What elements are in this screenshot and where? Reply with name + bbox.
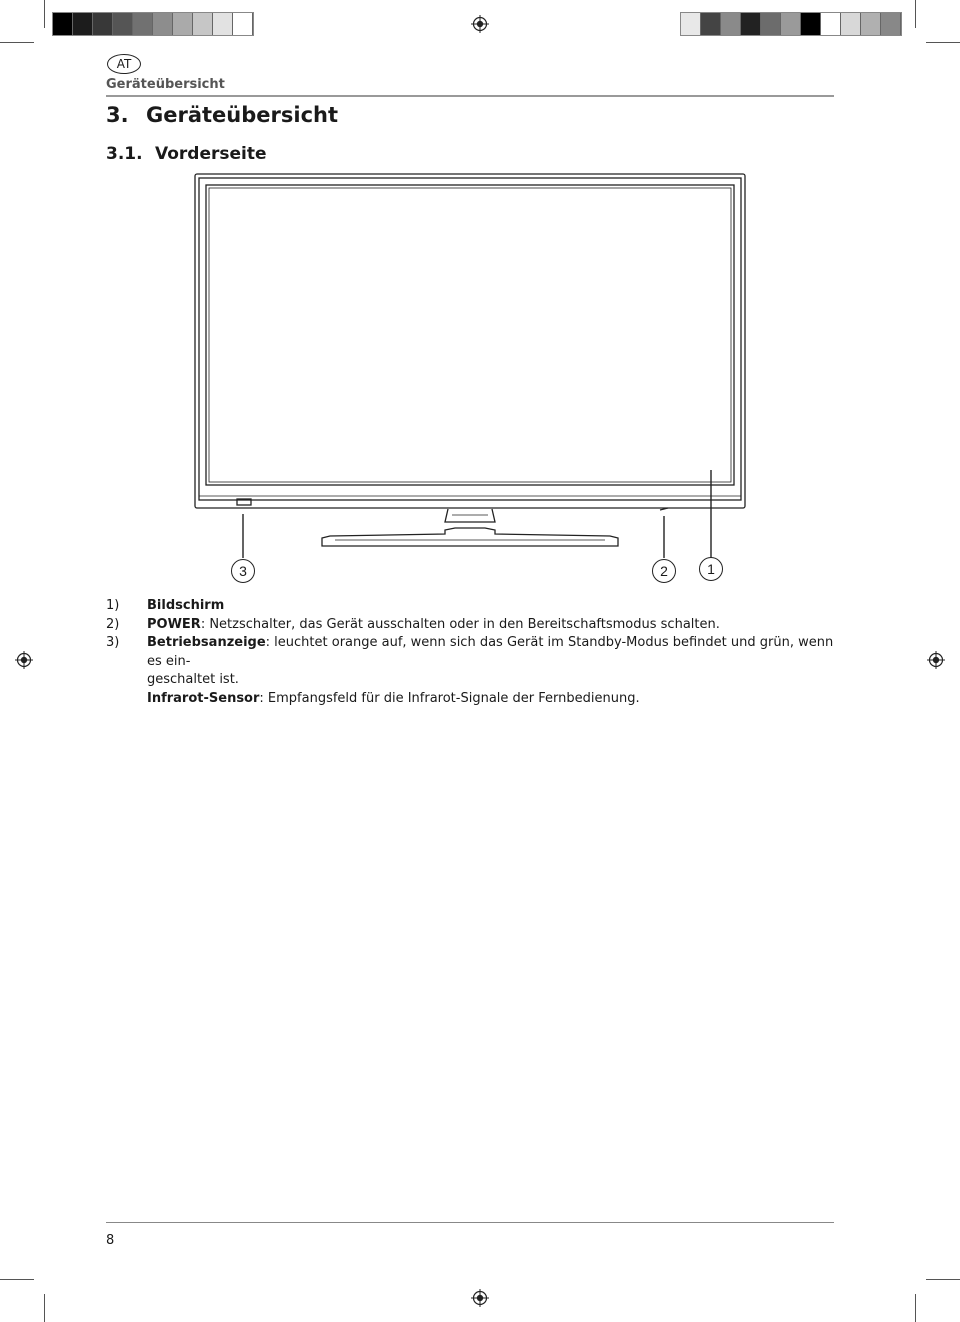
- color-swatch: [93, 13, 113, 35]
- color-swatch: [133, 13, 153, 35]
- legend-item: 2) POWER: Netzschalter, das Gerät ausschalten oder in den Bereitschaftsmodus schalten.: [106, 616, 720, 632]
- color-swatch: [861, 13, 881, 35]
- registration-mark-icon: [927, 651, 945, 669]
- color-swatch: [173, 13, 193, 35]
- stand-base: [322, 528, 618, 546]
- color-swatch: [233, 13, 253, 35]
- tv-frame: [195, 174, 745, 508]
- section-title: Geräteübersicht: [146, 103, 339, 127]
- color-swatch: [841, 13, 861, 35]
- registration-mark-icon: [471, 1289, 489, 1307]
- legend-continuation: geschaltet ist.: [147, 672, 239, 687]
- subsection-number: 3.1.: [106, 144, 143, 164]
- legend-item-sub: Infrarot-Sensor: Empfangsfeld für die Infrarot-Signale der Fernbedienung.: [147, 690, 640, 706]
- legend-item: 3) Betriebsanzeige: leuchtet orange auf, wenn sich das Gerät im Standby-Modus befindet und grün, wenn es ein-: [106, 635, 834, 669]
- color-swatch: [681, 13, 701, 35]
- tv-screen: [206, 185, 734, 485]
- color-swatch: [721, 13, 741, 35]
- legend-term: POWER: [147, 616, 201, 632]
- callout-2: 2: [652, 559, 676, 583]
- tv-screen-inner: [209, 188, 731, 482]
- tv-front-illustration: [190, 170, 760, 580]
- color-swatch: [193, 13, 213, 35]
- subsection-heading: [106, 144, 267, 164]
- crop-mark: [915, 1294, 916, 1322]
- callout-3: 3: [231, 559, 255, 583]
- color-swatch: [213, 13, 233, 35]
- legend-term: Bildschirm: [147, 598, 225, 613]
- color-swatch: [73, 13, 93, 35]
- color-swatch: [701, 13, 721, 35]
- registration-mark-icon: [15, 651, 33, 669]
- color-control-bar-left: [52, 12, 254, 36]
- callout-1: 1: [699, 557, 723, 581]
- crop-mark: [0, 1279, 34, 1280]
- color-swatch: [761, 13, 781, 35]
- running-head: Geräteübersicht: [106, 77, 225, 92]
- footer-rule: [106, 1222, 834, 1223]
- header-rule: [106, 95, 834, 97]
- color-swatch: [821, 13, 841, 35]
- crop-mark: [915, 0, 916, 28]
- crop-mark: [926, 42, 960, 43]
- section-number: 3.: [106, 103, 129, 127]
- legend-item: 1) Bildschirm: [106, 598, 225, 613]
- page-number: 8: [106, 1233, 115, 1248]
- color-swatch: [881, 13, 901, 35]
- section-heading: [106, 103, 338, 127]
- legend-term: Infrarot-Sensor: [147, 690, 260, 706]
- color-swatch: [113, 13, 133, 35]
- crop-mark: [44, 0, 45, 28]
- legend-term: Betriebsanzeige: [147, 635, 266, 650]
- subsection-title: Vorderseite: [155, 144, 267, 164]
- language-badge: AT: [107, 54, 141, 74]
- color-swatch: [153, 13, 173, 35]
- color-swatch: [801, 13, 821, 35]
- color-swatch: [781, 13, 801, 35]
- color-control-bar-right: [680, 12, 902, 36]
- color-swatch: [53, 13, 73, 35]
- crop-mark: [0, 42, 34, 43]
- legend-list: [106, 597, 836, 708]
- crop-mark: [44, 1294, 45, 1322]
- color-swatch: [741, 13, 761, 35]
- stand-neck: [445, 509, 495, 522]
- registration-mark-icon: [471, 15, 489, 33]
- tv-frame-inner: [199, 178, 741, 500]
- crop-mark: [926, 1279, 960, 1280]
